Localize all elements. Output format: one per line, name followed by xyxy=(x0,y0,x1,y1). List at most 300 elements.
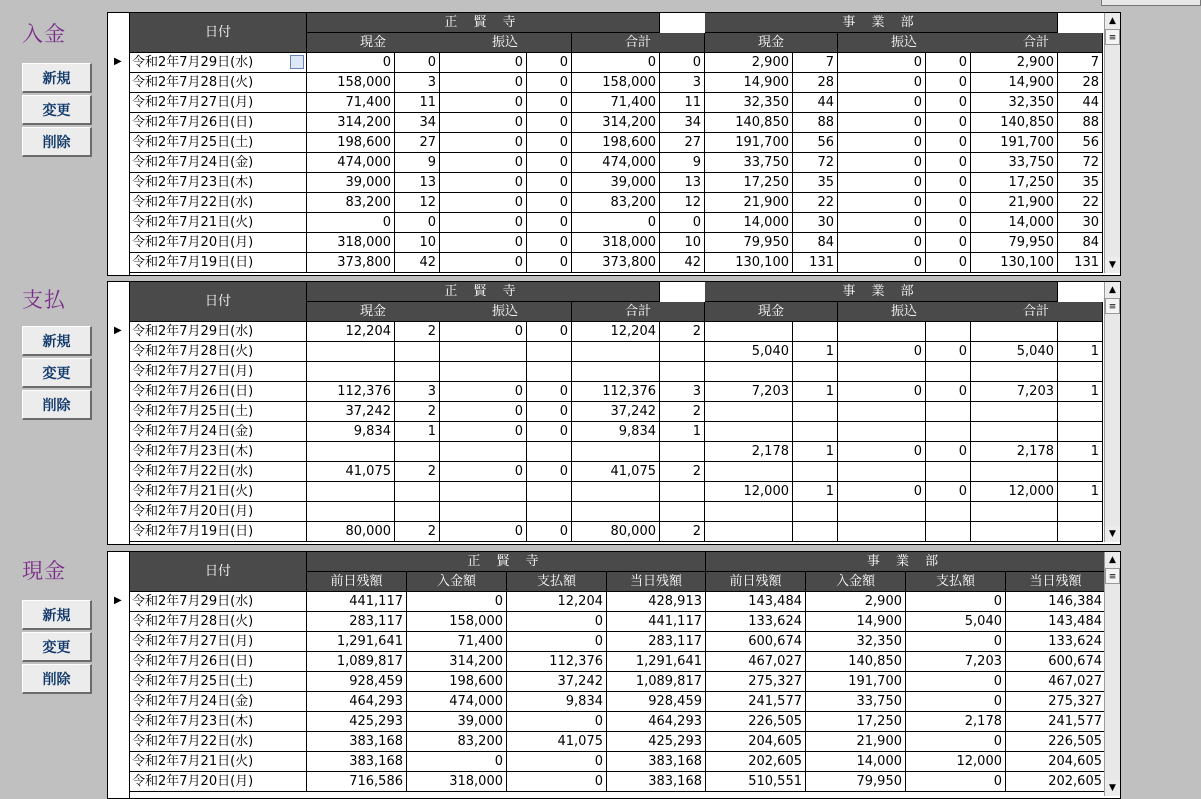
genkin-cell-amount[interactable]: 14,900 xyxy=(806,612,906,632)
nyukin-cell-count[interactable]: 0 xyxy=(527,173,572,193)
genkin-table-row[interactable] xyxy=(108,612,1108,632)
shiharai-cell-amount[interactable] xyxy=(838,422,926,442)
shiharai-cell-count[interactable]: 1 xyxy=(395,422,440,442)
genkin-cell-amount[interactable]: 716,586 xyxy=(307,772,407,792)
nyukin-cell-amount[interactable]: 314,200 xyxy=(307,113,395,133)
shiharai-cell-count[interactable] xyxy=(793,422,838,442)
genkin-cell-amount[interactable]: 428,913 xyxy=(607,592,706,612)
genkin-cell-amount[interactable]: 112,376 xyxy=(507,652,607,672)
shiharai-cell-amount[interactable] xyxy=(838,462,926,482)
nyukin-cell-date[interactable]: 令和2年7月29日(水) xyxy=(130,53,307,73)
nyukin-cell-count[interactable]: 3 xyxy=(660,73,705,93)
genkin-cell-amount[interactable]: 0 xyxy=(407,592,507,612)
shiharai-cell-count[interactable] xyxy=(926,422,971,442)
shiharai-cell-amount[interactable] xyxy=(838,402,926,422)
genkin-cell-amount[interactable]: 600,674 xyxy=(1006,652,1106,672)
genkin-cell-date[interactable]: 令和2年7月23日(木) xyxy=(130,712,307,732)
shiharai-cell-count[interactable] xyxy=(527,362,572,382)
genkin-cell-amount[interactable]: 1,291,641 xyxy=(607,652,706,672)
nyukin-cell-date[interactable]: 令和2年7月20日(月) xyxy=(130,233,307,253)
nyukin-cell-count[interactable]: 0 xyxy=(527,113,572,133)
genkin-cell-amount[interactable]: 79,950 xyxy=(806,772,906,792)
shiharai-cell-amount[interactable]: 112,376 xyxy=(307,382,395,402)
nyukin-cell-count[interactable]: 0 xyxy=(527,93,572,113)
genkin-cell-date[interactable]: 令和2年7月25日(土) xyxy=(130,672,307,692)
genkin-delete-button[interactable]: 削除 xyxy=(22,664,92,694)
nyukin-cell-count[interactable]: 0 xyxy=(926,193,971,213)
shiharai-cell-amount[interactable]: 12,204 xyxy=(307,322,395,342)
genkin-cell-amount[interactable]: 425,293 xyxy=(307,712,407,732)
genkin-cell-amount[interactable]: 383,168 xyxy=(607,772,706,792)
nyukin-cell-date[interactable]: 令和2年7月25日(土) xyxy=(130,133,307,153)
genkin-cell-date[interactable]: 令和2年7月21日(火) xyxy=(130,752,307,772)
shiharai-cell-count[interactable] xyxy=(395,442,440,462)
genkin-cell-date[interactable]: 令和2年7月26日(日) xyxy=(130,652,307,672)
nyukin-cell-count[interactable]: 0 xyxy=(926,153,971,173)
shiharai-cell-amount[interactable] xyxy=(572,362,660,382)
genkin-cell-amount[interactable]: 0 xyxy=(507,712,607,732)
nyukin-cell-count[interactable]: 7 xyxy=(793,53,838,73)
nyukin-cell-amount[interactable]: 158,000 xyxy=(572,73,660,93)
nyukin-cell-count[interactable]: 34 xyxy=(395,113,440,133)
nyukin-cell-count[interactable]: 35 xyxy=(1058,173,1103,193)
nyukin-table-row[interactable] xyxy=(108,173,1108,193)
nyukin-cell-count[interactable]: 0 xyxy=(926,253,971,273)
nyukin-cell-count[interactable]: 0 xyxy=(527,73,572,93)
shiharai-cell-count[interactable] xyxy=(1058,522,1103,542)
shiharai-cell-amount[interactable]: 0 xyxy=(838,442,926,462)
shiharai-cell-count[interactable] xyxy=(793,502,838,522)
shiharai-cell-amount[interactable]: 12,000 xyxy=(970,482,1058,502)
shiharai-cell-count[interactable]: 2 xyxy=(395,322,440,342)
nyukin-cell-amount[interactable]: 130,100 xyxy=(970,253,1058,273)
shiharai-cell-amount[interactable] xyxy=(307,362,395,382)
shiharai-cell-count[interactable]: 0 xyxy=(527,522,572,542)
nyukin-table-row[interactable] xyxy=(108,93,1108,113)
nyukin-cell-count[interactable]: 0 xyxy=(660,213,705,233)
nyukin-cell-amount[interactable]: 158,000 xyxy=(307,73,395,93)
shiharai-cell-amount[interactable] xyxy=(970,462,1058,482)
nyukin-cell-amount[interactable]: 0 xyxy=(439,133,527,153)
shiharai-cell-count[interactable] xyxy=(926,322,971,342)
shiharai-cell-count[interactable] xyxy=(793,322,838,342)
shiharai-cell-count[interactable]: 3 xyxy=(660,382,705,402)
scroll-down-arrow-icon[interactable]: ▼ xyxy=(1105,780,1120,796)
nyukin-cell-count[interactable]: 0 xyxy=(527,193,572,213)
shiharai-cell-count[interactable] xyxy=(793,402,838,422)
nyukin-cell-date[interactable]: 令和2年7月28日(火) xyxy=(130,73,307,93)
shiharai-cell-count[interactable] xyxy=(527,502,572,522)
shiharai-cell-count[interactable]: 0 xyxy=(527,462,572,482)
shiharai-cell-amount[interactable]: 2,178 xyxy=(705,442,793,462)
nyukin-cell-count[interactable]: 30 xyxy=(793,213,838,233)
shiharai-cell-amount[interactable] xyxy=(572,502,660,522)
nyukin-cell-count[interactable]: 84 xyxy=(793,233,838,253)
shiharai-cell-count[interactable] xyxy=(1058,422,1103,442)
genkin-cell-amount[interactable]: 158,000 xyxy=(407,612,507,632)
shiharai-cell-date[interactable]: 令和2年7月22日(水) xyxy=(130,462,307,482)
genkin-cell-amount[interactable]: 32,350 xyxy=(806,632,906,652)
shiharai-cell-count[interactable] xyxy=(395,342,440,362)
genkin-cell-amount[interactable]: 0 xyxy=(906,692,1006,712)
shiharai-cell-date[interactable]: 令和2年7月20日(月) xyxy=(130,502,307,522)
shiharai-cell-count[interactable]: 1 xyxy=(793,342,838,362)
genkin-table-row[interactable] xyxy=(108,652,1108,672)
nyukin-cell-amount[interactable]: 0 xyxy=(439,253,527,273)
nyukin-cell-count[interactable]: 0 xyxy=(527,213,572,233)
nyukin-cell-amount[interactable]: 14,900 xyxy=(705,73,793,93)
genkin-cell-amount[interactable]: 0 xyxy=(507,752,607,772)
genkin-cell-date[interactable]: 令和2年7月24日(金) xyxy=(130,692,307,712)
genkin-cell-amount[interactable]: 143,484 xyxy=(1006,612,1106,632)
shiharai-cell-amount[interactable]: 0 xyxy=(838,382,926,402)
top-right-button[interactable] xyxy=(1101,0,1201,6)
nyukin-cell-count[interactable]: 0 xyxy=(527,153,572,173)
nyukin-cell-amount[interactable]: 140,850 xyxy=(705,113,793,133)
shiharai-cell-count[interactable] xyxy=(1058,502,1103,522)
genkin-cell-amount[interactable]: 2,178 xyxy=(906,712,1006,732)
shiharai-cell-amount[interactable] xyxy=(307,482,395,502)
shiharai-cell-count[interactable] xyxy=(1058,322,1103,342)
genkin-cell-amount[interactable]: 0 xyxy=(507,632,607,652)
shiharai-cell-amount[interactable] xyxy=(970,422,1058,442)
nyukin-cell-amount[interactable]: 32,350 xyxy=(705,93,793,113)
genkin-cell-amount[interactable]: 0 xyxy=(906,672,1006,692)
shiharai-cell-amount[interactable] xyxy=(439,442,527,462)
shiharai-cell-amount[interactable]: 12,204 xyxy=(572,322,660,342)
nyukin-new-button[interactable]: 新規 xyxy=(22,63,92,93)
nyukin-cell-count[interactable]: 9 xyxy=(660,153,705,173)
shiharai-cell-amount[interactable]: 5,040 xyxy=(705,342,793,362)
nyukin-cell-amount[interactable]: 0 xyxy=(838,193,926,213)
nyukin-cell-count[interactable]: 56 xyxy=(1058,133,1103,153)
nyukin-cell-amount[interactable]: 318,000 xyxy=(572,233,660,253)
shiharai-cell-amount[interactable] xyxy=(705,502,793,522)
nyukin-cell-count[interactable]: 0 xyxy=(926,213,971,233)
shiharai-cell-count[interactable]: 1 xyxy=(1058,442,1103,462)
nyukin-cell-amount[interactable]: 0 xyxy=(439,93,527,113)
shiharai-cell-count[interactable]: 2 xyxy=(660,522,705,542)
shiharai-cell-count[interactable] xyxy=(660,502,705,522)
nyukin-cell-amount[interactable]: 0 xyxy=(838,53,926,73)
shiharai-cell-count[interactable] xyxy=(793,522,838,542)
nyukin-cell-amount[interactable]: 0 xyxy=(838,113,926,133)
genkin-cell-amount[interactable]: 204,605 xyxy=(1006,752,1106,772)
genkin-table-row[interactable] xyxy=(108,692,1108,712)
nyukin-cell-count[interactable]: 27 xyxy=(660,133,705,153)
nyukin-cell-amount[interactable]: 14,900 xyxy=(970,73,1058,93)
shiharai-cell-count[interactable]: 1 xyxy=(1058,382,1103,402)
nyukin-cell-count[interactable]: 0 xyxy=(926,93,971,113)
nyukin-cell-count[interactable]: 22 xyxy=(793,193,838,213)
nyukin-cell-amount[interactable]: 71,400 xyxy=(307,93,395,113)
genkin-cell-amount[interactable]: 37,242 xyxy=(507,672,607,692)
nyukin-cell-amount[interactable]: 33,750 xyxy=(705,153,793,173)
nyukin-cell-amount[interactable]: 21,900 xyxy=(705,193,793,213)
shiharai-table-row[interactable] xyxy=(108,462,1108,482)
genkin-cell-amount[interactable]: 464,293 xyxy=(607,712,706,732)
nyukin-grid[interactable] xyxy=(107,12,1121,276)
shiharai-cell-amount[interactable] xyxy=(572,442,660,462)
nyukin-cell-count[interactable]: 35 xyxy=(793,173,838,193)
nyukin-delete-button[interactable]: 削除 xyxy=(22,127,92,157)
shiharai-cell-amount[interactable] xyxy=(705,522,793,542)
scroll-up-arrow-icon[interactable]: ▲ xyxy=(1105,13,1120,29)
genkin-cell-amount[interactable]: 226,505 xyxy=(1006,732,1106,752)
shiharai-grid[interactable] xyxy=(107,281,1121,545)
nyukin-cell-count[interactable]: 42 xyxy=(660,253,705,273)
shiharai-cell-count[interactable] xyxy=(1058,462,1103,482)
shiharai-cell-amount[interactable] xyxy=(439,482,527,502)
nyukin-cell-count[interactable]: 11 xyxy=(660,93,705,113)
nyukin-cell-amount[interactable]: 0 xyxy=(838,173,926,193)
genkin-cell-amount[interactable]: 0 xyxy=(906,732,1006,752)
scroll-down-arrow-icon[interactable]: ▼ xyxy=(1105,257,1120,273)
genkin-cell-amount[interactable]: 146,384 xyxy=(1006,592,1106,612)
shiharai-cell-amount[interactable]: 0 xyxy=(439,322,527,342)
genkin-cell-amount[interactable]: 464,293 xyxy=(307,692,407,712)
genkin-cell-amount[interactable]: 17,250 xyxy=(806,712,906,732)
shiharai-cell-amount[interactable] xyxy=(439,502,527,522)
nyukin-cell-amount[interactable]: 474,000 xyxy=(572,153,660,173)
nyukin-cell-count[interactable]: 0 xyxy=(926,113,971,133)
genkin-cell-amount[interactable]: 133,624 xyxy=(1006,632,1106,652)
genkin-cell-amount[interactable]: 143,484 xyxy=(706,592,806,612)
genkin-table-row[interactable] xyxy=(108,772,1108,792)
shiharai-cell-count[interactable]: 0 xyxy=(926,342,971,362)
genkin-cell-date[interactable]: 令和2年7月20日(月) xyxy=(130,772,307,792)
genkin-cell-date[interactable]: 令和2年7月28日(火) xyxy=(130,612,307,632)
nyukin-cell-amount[interactable]: 0 xyxy=(572,53,660,73)
shiharai-cell-amount[interactable] xyxy=(970,522,1058,542)
shiharai-cell-amount[interactable]: 41,075 xyxy=(572,462,660,482)
nyukin-cell-amount[interactable]: 0 xyxy=(838,233,926,253)
genkin-cell-amount[interactable]: 510,551 xyxy=(706,772,806,792)
shiharai-cell-amount[interactable] xyxy=(838,502,926,522)
shiharai-cell-count[interactable] xyxy=(395,362,440,382)
nyukin-cell-amount[interactable]: 0 xyxy=(439,193,527,213)
nyukin-cell-amount[interactable]: 79,950 xyxy=(705,233,793,253)
nyukin-cell-count[interactable]: 7 xyxy=(1058,53,1103,73)
nyukin-cell-count[interactable]: 72 xyxy=(793,153,838,173)
nyukin-cell-amount[interactable]: 39,000 xyxy=(307,173,395,193)
shiharai-cell-count[interactable] xyxy=(527,482,572,502)
shiharai-cell-count[interactable]: 2 xyxy=(660,462,705,482)
shiharai-cell-date[interactable]: 令和2年7月28日(火) xyxy=(130,342,307,362)
nyukin-cell-amount[interactable]: 0 xyxy=(439,233,527,253)
nyukin-cell-amount[interactable]: 0 xyxy=(838,253,926,273)
shiharai-cell-date[interactable]: 令和2年7月24日(金) xyxy=(130,422,307,442)
nyukin-vertical-scrollbar[interactable] xyxy=(1104,13,1120,273)
nyukin-cell-amount[interactable]: 21,900 xyxy=(970,193,1058,213)
nyukin-cell-amount[interactable]: 0 xyxy=(838,213,926,233)
shiharai-cell-amount[interactable]: 0 xyxy=(439,422,527,442)
shiharai-table-row[interactable] xyxy=(108,382,1108,402)
shiharai-cell-amount[interactable]: 0 xyxy=(838,342,926,362)
nyukin-cell-amount[interactable]: 83,200 xyxy=(307,193,395,213)
nyukin-cell-count[interactable]: 44 xyxy=(793,93,838,113)
genkin-cell-amount[interactable]: 41,075 xyxy=(507,732,607,752)
shiharai-cell-count[interactable] xyxy=(793,362,838,382)
nyukin-cell-amount[interactable]: 0 xyxy=(439,213,527,233)
shiharai-cell-count[interactable]: 1 xyxy=(660,422,705,442)
nyukin-cell-count[interactable]: 72 xyxy=(1058,153,1103,173)
shiharai-cell-amount[interactable]: 0 xyxy=(439,462,527,482)
shiharai-cell-amount[interactable] xyxy=(705,462,793,482)
nyukin-cell-amount[interactable]: 0 xyxy=(439,153,527,173)
genkin-cell-amount[interactable]: 5,040 xyxy=(906,612,1006,632)
nyukin-cell-amount[interactable]: 79,950 xyxy=(970,233,1058,253)
genkin-cell-amount[interactable]: 0 xyxy=(906,632,1006,652)
genkin-cell-amount[interactable]: 1,089,817 xyxy=(607,672,706,692)
genkin-cell-amount[interactable]: 275,327 xyxy=(1006,692,1106,712)
scroll-down-arrow-icon[interactable]: ▼ xyxy=(1105,526,1120,542)
nyukin-cell-count[interactable]: 13 xyxy=(660,173,705,193)
shiharai-cell-count[interactable] xyxy=(660,342,705,362)
genkin-edit-button[interactable]: 変更 xyxy=(22,632,92,662)
shiharai-cell-amount[interactable] xyxy=(705,402,793,422)
nyukin-cell-count[interactable]: 0 xyxy=(926,173,971,193)
genkin-cell-amount[interactable]: 14,000 xyxy=(806,752,906,772)
shiharai-cell-date[interactable]: 令和2年7月23日(木) xyxy=(130,442,307,462)
shiharai-cell-count[interactable] xyxy=(527,442,572,462)
genkin-table-row[interactable] xyxy=(108,752,1108,772)
genkin-cell-amount[interactable]: 198,600 xyxy=(407,672,507,692)
shiharai-cell-amount[interactable] xyxy=(307,442,395,462)
genkin-table-row[interactable] xyxy=(108,732,1108,752)
nyukin-cell-amount[interactable]: 373,800 xyxy=(572,253,660,273)
shiharai-cell-amount[interactable] xyxy=(705,422,793,442)
scroll-up-arrow-icon[interactable]: ▲ xyxy=(1105,552,1120,568)
nyukin-cell-amount[interactable]: 0 xyxy=(838,93,926,113)
nyukin-cell-count[interactable]: 0 xyxy=(926,233,971,253)
shiharai-cell-amount[interactable] xyxy=(307,502,395,522)
genkin-cell-amount[interactable]: 928,459 xyxy=(607,692,706,712)
nyukin-cell-count[interactable]: 10 xyxy=(660,233,705,253)
shiharai-table-row[interactable] xyxy=(108,482,1108,502)
shiharai-cell-count[interactable]: 0 xyxy=(527,382,572,402)
shiharai-cell-count[interactable] xyxy=(1058,362,1103,382)
shiharai-cell-count[interactable]: 2 xyxy=(395,462,440,482)
genkin-cell-amount[interactable]: 383,168 xyxy=(607,752,706,772)
nyukin-cell-count[interactable]: 27 xyxy=(395,133,440,153)
genkin-cell-amount[interactable]: 2,900 xyxy=(806,592,906,612)
shiharai-cell-count[interactable]: 2 xyxy=(395,522,440,542)
shiharai-cell-amount[interactable]: 0 xyxy=(838,482,926,502)
nyukin-cell-amount[interactable]: 318,000 xyxy=(307,233,395,253)
shiharai-delete-button[interactable]: 削除 xyxy=(22,390,92,420)
nyukin-cell-date[interactable]: 令和2年7月24日(金) xyxy=(130,153,307,173)
shiharai-cell-amount[interactable] xyxy=(838,362,926,382)
nyukin-cell-amount[interactable]: 71,400 xyxy=(572,93,660,113)
shiharai-cell-amount[interactable]: 41,075 xyxy=(307,462,395,482)
shiharai-table-row[interactable] xyxy=(108,522,1108,542)
nyukin-cell-amount[interactable]: 17,250 xyxy=(705,173,793,193)
nyukin-cell-amount[interactable]: 140,850 xyxy=(970,113,1058,133)
shiharai-cell-amount[interactable] xyxy=(838,522,926,542)
nyukin-cell-amount[interactable]: 373,800 xyxy=(307,253,395,273)
shiharai-cell-amount[interactable] xyxy=(970,362,1058,382)
shiharai-cell-amount[interactable]: 80,000 xyxy=(572,522,660,542)
nyukin-edit-button[interactable]: 変更 xyxy=(22,95,92,125)
nyukin-table-row[interactable] xyxy=(108,133,1108,153)
nyukin-cell-count[interactable]: 0 xyxy=(926,53,971,73)
shiharai-table-row[interactable] xyxy=(108,362,1108,382)
nyukin-cell-amount[interactable]: 198,600 xyxy=(572,133,660,153)
genkin-cell-amount[interactable]: 241,577 xyxy=(1006,712,1106,732)
nyukin-cell-amount[interactable]: 83,200 xyxy=(572,193,660,213)
shiharai-cell-count[interactable]: 0 xyxy=(527,422,572,442)
genkin-cell-amount[interactable]: 241,577 xyxy=(706,692,806,712)
shiharai-vertical-scrollbar[interactable] xyxy=(1104,282,1120,542)
shiharai-cell-count[interactable]: 1 xyxy=(1058,342,1103,362)
genkin-vertical-scrollbar[interactable] xyxy=(1104,552,1120,796)
nyukin-cell-date[interactable]: 令和2年7月27日(月) xyxy=(130,93,307,113)
shiharai-cell-count[interactable] xyxy=(926,522,971,542)
genkin-cell-amount[interactable]: 12,000 xyxy=(906,752,1006,772)
shiharai-cell-amount[interactable] xyxy=(838,322,926,342)
nyukin-cell-count[interactable]: 44 xyxy=(1058,93,1103,113)
shiharai-cell-count[interactable] xyxy=(660,362,705,382)
shiharai-cell-amount[interactable]: 37,242 xyxy=(307,402,395,422)
genkin-cell-amount[interactable]: 0 xyxy=(407,752,507,772)
shiharai-cell-amount[interactable]: 5,040 xyxy=(970,342,1058,362)
genkin-cell-amount[interactable]: 275,327 xyxy=(706,672,806,692)
nyukin-cell-amount[interactable]: 198,600 xyxy=(307,133,395,153)
shiharai-cell-amount[interactable] xyxy=(307,342,395,362)
shiharai-cell-date[interactable]: 令和2年7月21日(火) xyxy=(130,482,307,502)
shiharai-cell-count[interactable] xyxy=(660,442,705,462)
nyukin-cell-amount[interactable]: 14,000 xyxy=(705,213,793,233)
nyukin-cell-count[interactable]: 88 xyxy=(1058,113,1103,133)
nyukin-cell-amount[interactable]: 474,000 xyxy=(307,153,395,173)
genkin-cell-amount[interactable]: 7,203 xyxy=(906,652,1006,672)
shiharai-cell-count[interactable]: 0 xyxy=(926,442,971,462)
nyukin-cell-count[interactable]: 0 xyxy=(527,233,572,253)
genkin-new-button[interactable]: 新規 xyxy=(22,600,92,630)
shiharai-cell-date[interactable]: 令和2年7月25日(土) xyxy=(130,402,307,422)
nyukin-cell-date[interactable]: 令和2年7月22日(水) xyxy=(130,193,307,213)
genkin-cell-amount[interactable]: 0 xyxy=(906,772,1006,792)
genkin-cell-amount[interactable]: 226,505 xyxy=(706,712,806,732)
shiharai-cell-amount[interactable]: 0 xyxy=(439,522,527,542)
shiharai-cell-amount[interactable]: 37,242 xyxy=(572,402,660,422)
shiharai-cell-amount[interactable] xyxy=(970,502,1058,522)
genkin-cell-amount[interactable]: 474,000 xyxy=(407,692,507,712)
shiharai-cell-count[interactable]: 0 xyxy=(926,382,971,402)
nyukin-cell-count[interactable]: 88 xyxy=(793,113,838,133)
shiharai-table-row[interactable] xyxy=(108,422,1108,442)
genkin-cell-amount[interactable]: 133,624 xyxy=(706,612,806,632)
genkin-cell-amount[interactable]: 71,400 xyxy=(407,632,507,652)
genkin-cell-amount[interactable]: 314,200 xyxy=(407,652,507,672)
nyukin-cell-amount[interactable]: 0 xyxy=(439,73,527,93)
shiharai-cell-count[interactable]: 1 xyxy=(793,442,838,462)
genkin-cell-amount[interactable]: 9,834 xyxy=(507,692,607,712)
shiharai-cell-count[interactable] xyxy=(793,462,838,482)
shiharai-cell-amount[interactable]: 7,203 xyxy=(970,382,1058,402)
shiharai-cell-amount[interactable]: 80,000 xyxy=(307,522,395,542)
nyukin-cell-count[interactable]: 0 xyxy=(660,53,705,73)
genkin-cell-amount[interactable]: 1,291,641 xyxy=(307,632,407,652)
nyukin-cell-count[interactable]: 131 xyxy=(1058,253,1103,273)
genkin-cell-amount[interactable]: 425,293 xyxy=(607,732,706,752)
nyukin-cell-amount[interactable]: 0 xyxy=(439,113,527,133)
nyukin-cell-count[interactable]: 0 xyxy=(527,133,572,153)
nyukin-table-row[interactable] xyxy=(108,253,1108,273)
shiharai-cell-amount[interactable] xyxy=(439,342,527,362)
genkin-cell-amount[interactable]: 467,027 xyxy=(1006,672,1106,692)
